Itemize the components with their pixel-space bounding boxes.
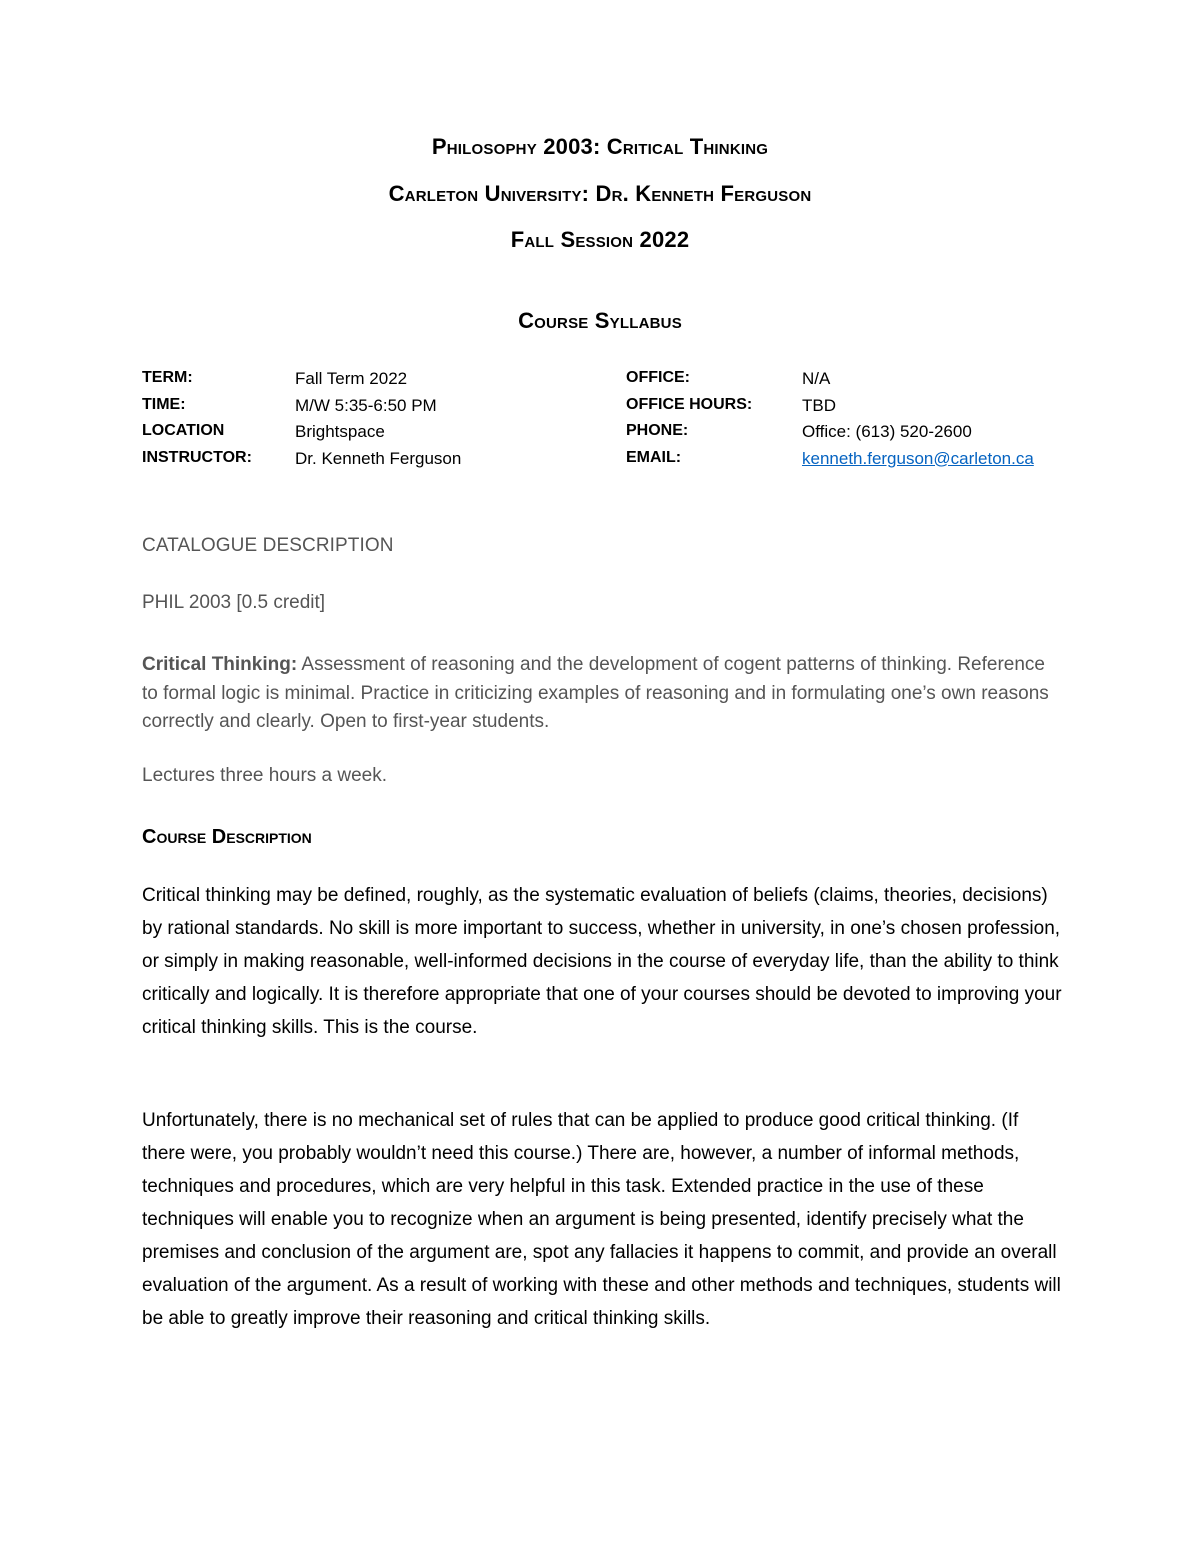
course-title: Philosophy 2003: Critical Thinking bbox=[431, 134, 769, 159]
critical-thinking-term: Critical Thinking: bbox=[142, 654, 298, 675]
phone-label: PHONE: bbox=[626, 422, 689, 439]
lectures-line: Lectures three hours a week. bbox=[142, 765, 388, 786]
office-hours-label: OFFICE HOURS: bbox=[626, 395, 753, 413]
time-label: TIME: bbox=[142, 395, 186, 413]
term-label: TERM: bbox=[142, 369, 193, 386]
email-link[interactable]: kenneth.ferguson@carleton.ca bbox=[802, 448, 1034, 468]
info-row-term bbox=[142, 369, 1102, 396]
course-credit-line: PHIL 2003 [0.5 credit] bbox=[142, 592, 326, 613]
session-line: Fall Session 2022 bbox=[510, 227, 690, 252]
term-value: Fall Term 2022 bbox=[295, 369, 408, 388]
document-type-heading: Course Syllabus bbox=[518, 308, 682, 333]
course-description-paragraph-1: Critical thinking may be defined, roughly, as the systematic evaluation of beliefs (claims, theories, decisions) by rational standards. No skill is more important to success, whether in university, in one’s chosen profession, or simply in making reasonable, well-informed decisions in the course of everyday life, than the ability to think critically and logically. It is therefore appropriate that one of your courses should be devoted to improving your critical thinking skills. This is the course. bbox=[142, 885, 1062, 1038]
location-label: LOCATION bbox=[142, 422, 225, 439]
instructor-value: Dr. Kenneth Ferguson bbox=[295, 448, 462, 468]
university-instructor-line: Carleton University: Dr. Kenneth Ferguson bbox=[388, 181, 812, 206]
course-info-table bbox=[142, 369, 1102, 475]
catalogue-description-heading: CATALOGUE DESCRIPTION bbox=[142, 535, 394, 556]
info-row-instructor bbox=[142, 449, 1102, 476]
phone-value: Office: (613) 520-2600 bbox=[802, 422, 972, 441]
info-row-location bbox=[142, 422, 1102, 449]
email-label: EMAIL: bbox=[626, 448, 682, 466]
info-row-time bbox=[142, 396, 1102, 423]
instructor-label: INSTRUCTOR: bbox=[142, 448, 252, 466]
course-description-paragraph-2: Unfortunately, there is no mechanical set of rules that can be applied to produce good critical thinking. (If there were, you probably wouldn’t need this course.) There are, however, a number of informal methods, techniques and procedures, which are very helpful in this task. Extended practice in the use of these techniques will enable you to recognize when an argument is being presented, identify precisely what the premises and conclusion of the argument are, spot any fallacies it happens to commit, and provide an overall evaluation of the argument. As a result of working with these and other methods and techniques, students will be able to greatly improve their reasoning and critical thinking skills. bbox=[142, 1110, 1061, 1329]
office-hours-value: TBD bbox=[802, 395, 836, 415]
location-value: Brightspace bbox=[295, 422, 385, 441]
catalogue-description-text: Assessment of reasoning and the development of cogent patterns of thinking. Reference to formal logic is minimal. Practice in criticizing examples of reasoning and in formulating one’s own reasons correctly and clearly. Open to first-year students. bbox=[142, 654, 1049, 732]
catalogue-description-paragraph bbox=[142, 651, 1062, 737]
office-label: OFFICE: bbox=[626, 369, 690, 386]
office-value: N/A bbox=[802, 369, 831, 388]
time-value: M/W 5:35-6:50 PM bbox=[295, 395, 437, 415]
course-description-heading: Course Description bbox=[142, 826, 312, 848]
